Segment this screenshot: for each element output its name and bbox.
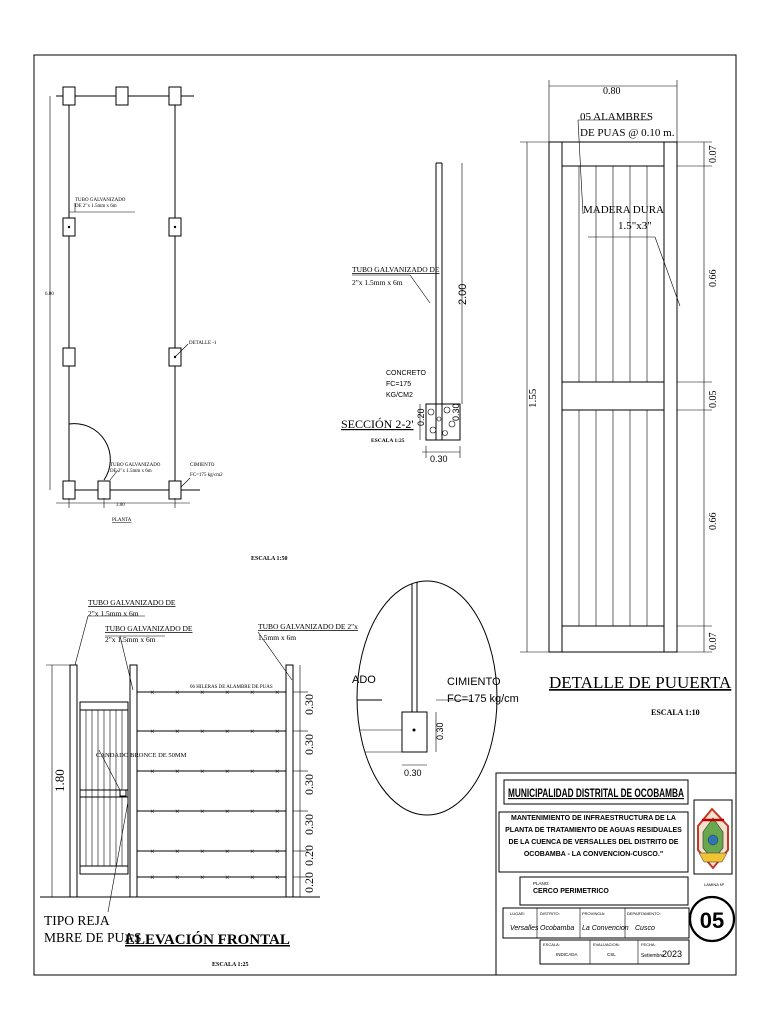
circle-detail: [350, 580, 519, 815]
svg-text:DEPARTAMENTO:: [627, 911, 661, 916]
svg-text:CANDADO BRONCE DE 50MM: [96, 752, 187, 759]
door-swing-arc: [69, 424, 110, 480]
svg-text:ADO: [352, 674, 376, 686]
section-dim-post: 2.00: [457, 283, 469, 305]
plan-post: [63, 348, 75, 366]
svg-text:×: ×: [200, 688, 205, 697]
section-view: [341, 163, 469, 464]
elevation-post: [70, 665, 77, 897]
plan-post: [169, 87, 181, 105]
svg-text:×: ×: [150, 727, 155, 736]
svg-text:FC=175 kg/cm2: [190, 473, 223, 478]
svg-text:2"x 1.5mm x 6m: [352, 278, 403, 287]
svg-text:ESCALA 1:25: [212, 962, 249, 968]
svg-text:DE PUAS @ 0.10 m.: [580, 127, 675, 139]
svg-text:INDICADA: [556, 952, 578, 957]
svg-text:×: ×: [175, 727, 180, 736]
svg-text:TUBO GALVANIZADO DE: [88, 598, 176, 607]
department-label: DEPARTAMENTO:: [627, 911, 661, 916]
elev-tube-c-spec: 1.5mm x 6m: [258, 633, 297, 642]
svg-text:0.30: [302, 694, 316, 715]
svg-text:DETALLE DE PUUERTA: [549, 673, 732, 692]
svg-text:MUNICIPALIDAD DISTRITAL DE OCO: [508, 788, 684, 800]
section-tube-spec: 2"x 1.5mm x 6m: [352, 278, 403, 287]
svg-text:×: ×: [175, 688, 180, 697]
svg-text:×: ×: [250, 688, 255, 697]
svg-text:0.80: [603, 86, 621, 97]
plan-title: PLANTA: [112, 518, 132, 523]
svg-text:×: ×: [250, 873, 255, 882]
svg-text:PROVINCIA:: [582, 911, 605, 916]
svg-text:0.20: [416, 408, 426, 426]
svg-text:2"x 1.5mm x 6m: [105, 635, 156, 644]
svg-text:×: ×: [175, 767, 180, 776]
plan-field-label: PLANO:: [533, 881, 550, 886]
svg-text:×: ×: [175, 847, 180, 856]
plan-tube-bottom-label: TUBO GALVANIZADO: [110, 463, 161, 468]
date-label: FECHA:: [641, 942, 656, 947]
eval-value: CSL: [607, 952, 616, 957]
plan-dim-width: 3.00: [116, 503, 125, 508]
elev-dim-3: 0.30: [302, 774, 316, 795]
place-label: LUGAR:: [510, 911, 525, 916]
svg-text:ELEVACIÓN FRONTAL: [125, 931, 290, 948]
svg-text:2"x 1.5mm x 6m: [88, 609, 139, 618]
plan-footing-label: CIMIENTO: [190, 463, 215, 468]
svg-text:2.00: [457, 284, 469, 305]
elev-dim-4: 0.30: [302, 814, 316, 835]
svg-text:×: ×: [275, 807, 280, 816]
plan-view: [0, 0, 288, 562]
svg-text:0.30: [404, 768, 422, 778]
section-dim-depth-right: 0.30: [451, 403, 461, 421]
elev-tube-c-label: TUBO GALVANIZADO DE 2"x: [258, 622, 358, 631]
svg-text:0.20: [302, 872, 316, 893]
svg-text:×: ×: [250, 807, 255, 816]
svg-text:×: ×: [200, 847, 205, 856]
door-wood-label: MADERA DURA: [583, 204, 664, 216]
svg-text:ESCALA 1:10: [651, 708, 700, 717]
door-dim-r3: 0.05: [708, 390, 719, 408]
svg-text:Versalles: [510, 925, 539, 932]
elev-dim-6: 0.20: [302, 872, 316, 893]
svg-text:×: ×: [150, 807, 155, 816]
plan-detail-label: DETALLE -1: [189, 341, 217, 346]
sheet-number: 05: [699, 908, 725, 933]
door-wood-spec: 1.5"x3": [618, 220, 652, 232]
svg-text:ESCALA:: [543, 942, 560, 947]
plan-tube-bottom-spec: DE 2"x 1.5mm x 6m: [110, 469, 152, 474]
svg-text:EVALUACION:: [593, 942, 620, 947]
plan-post: [63, 87, 75, 105]
municipality-name: MUNICIPALIDAD DISTRITAL DE OCOBAMBA: [508, 788, 684, 800]
district-label: DISTRITO:: [540, 911, 560, 916]
section-title: SECCIÓN 2-2': [341, 417, 414, 431]
department-value: Cusco: [635, 925, 655, 932]
elev-tube-a-spec: 2"x 1.5mm x 6m: [88, 609, 139, 618]
barbs: [150, 688, 280, 882]
plan-dim-height: 6.00: [45, 292, 54, 297]
svg-text:×: ×: [150, 847, 155, 856]
svg-text:Ocobamba: [540, 925, 574, 932]
svg-text:DE 2"x 1.5mm x 6m: [110, 469, 152, 474]
door-wires-label: 05 ALAMBRES: [580, 111, 654, 123]
date-year: 2023: [662, 949, 683, 959]
date-month: Setiembre: [641, 953, 664, 959]
svg-text:MADERA DURA: [583, 204, 664, 216]
svg-text:0.30: [451, 403, 461, 421]
svg-text:×: ×: [275, 688, 280, 697]
svg-text:3.00: [116, 503, 125, 508]
elev-type-spec: MBRE DE PUAS: [44, 930, 142, 945]
svg-text:0.30: [430, 454, 448, 464]
svg-text:DETALLE -1: [189, 341, 217, 346]
svg-text:CSL: [607, 952, 616, 957]
section-concrete-unit: KG/CM2: [386, 392, 413, 399]
door-dim-r5: 0.07: [708, 632, 719, 650]
plan-post: [169, 481, 181, 499]
svg-text:0.66: [708, 270, 719, 288]
plan-tube-label-spec: DE 2"x 1.5mm x 6m: [75, 204, 117, 209]
door-title: DETALLE DE PUUERTA: [549, 673, 732, 692]
elev-tube-b-spec: 2"x 1.5mm x 6m: [105, 635, 156, 644]
elev-dim-1: 0.30: [302, 694, 316, 715]
circle-cut-label: ADO: [352, 674, 376, 686]
svg-text:FC=175 kg/cm: [447, 693, 519, 705]
svg-text:KG/CM2: [386, 392, 413, 399]
plan-post: [63, 481, 75, 499]
elevation-post: [286, 665, 293, 897]
svg-text:TUBO GALVANIZADO DE: [105, 624, 193, 633]
svg-text:6.00: [45, 292, 54, 297]
door-dim-r4: 0.66: [708, 512, 719, 530]
front-elevation: [40, 598, 358, 968]
elev-dim-height: 1.80: [52, 769, 67, 792]
svg-text:TUBO GALVANIZADO: [110, 463, 161, 468]
section-concrete-spec: FC=175: [386, 381, 412, 388]
svg-text:×: ×: [275, 727, 280, 736]
svg-text:0.20: [302, 845, 316, 866]
svg-text:SECCIÓN 2-2': [341, 417, 414, 431]
elev-wires-label: 06 HILERAS DE ALAMBRE DE PUAS: [190, 685, 273, 690]
door-dim-r1: 0.07: [708, 145, 719, 163]
section-dim-depth-left: 0.20: [416, 408, 426, 426]
section-dim-base: 0.30: [430, 454, 448, 464]
svg-text:×: ×: [275, 847, 280, 856]
svg-text:LUGAR:: [510, 911, 525, 916]
svg-text:TUBO GALVANIZADO: [75, 198, 126, 203]
circle-dim-bottom: 0.30: [404, 768, 422, 778]
province-label: PROVINCIA:: [582, 911, 606, 916]
svg-text:0.66: [708, 513, 719, 531]
plan-post: [98, 481, 110, 499]
title-block: [496, 773, 736, 975]
district-value: Ocobamba: [540, 925, 575, 932]
svg-text:0.30: [302, 774, 316, 795]
svg-text:0.30: [435, 722, 445, 740]
circle-footing-spec: FC=175 kg/cm: [447, 693, 519, 705]
svg-text:PLANTA: [112, 518, 132, 523]
svg-text:Setiembre: [641, 953, 664, 959]
svg-text:×: ×: [225, 767, 230, 776]
svg-text:ESCALA 1:25: [371, 438, 405, 444]
svg-text:DE 2"x 1.5mm x 6m: [75, 204, 117, 209]
section-tube-label: TUBO GALVANIZADO DE: [352, 265, 440, 274]
svg-text:LAMINA Nº: [704, 882, 725, 887]
svg-text:×: ×: [275, 873, 280, 882]
svg-text:×: ×: [200, 807, 205, 816]
svg-text:CIMIENTO: [447, 676, 501, 688]
svg-text:×: ×: [225, 847, 230, 856]
plan-footing-spec: FC=175 kg/cm2: [190, 473, 223, 478]
svg-text:05 ALAMBRES: [580, 111, 653, 123]
svg-text:×: ×: [250, 727, 255, 736]
svg-text:1.5"x3": [618, 220, 652, 232]
plan-post: [116, 87, 128, 105]
elev-type-label: TIPO REJA: [44, 913, 110, 928]
svg-text:TIPO REJA: [44, 913, 110, 928]
svg-text:×: ×: [225, 727, 230, 736]
svg-text:FC=175: [386, 381, 411, 388]
svg-text:×: ×: [200, 873, 205, 882]
svg-text:05: [700, 908, 724, 933]
svg-text:×: ×: [150, 873, 155, 882]
svg-text:CIMIENTO: [190, 463, 215, 468]
door-dim-r2: 0.66: [708, 269, 719, 287]
svg-text:2023: [662, 949, 682, 959]
eval-label: EVALUACION:: [593, 942, 620, 947]
elev-lock-label: CANDADO BRONCE DE 50MM: [96, 752, 187, 759]
circle-footing-label: CIMIENTO: [447, 676, 501, 688]
svg-text:TUBO GALVANIZADO DE 2"x: [258, 622, 358, 631]
svg-text:1.5mm x 6m: [258, 633, 296, 642]
elev-dim-2: 0.30: [302, 734, 316, 755]
svg-text:TUBO GALVANIZADO DE: [352, 265, 440, 274]
svg-text:×: ×: [225, 688, 230, 697]
svg-text:06 HILERAS DE ALAMBRE DE PUAS: [190, 685, 273, 690]
svg-text:Cusco: [635, 925, 655, 932]
door-wires-spec: DE PUAS @ 0.10 m.: [580, 127, 675, 139]
elevation-title: ELEVACIÓN FRONTAL: [125, 932, 290, 948]
elevation-post: [130, 665, 137, 897]
svg-text:×: ×: [275, 767, 280, 776]
circle-dim-right: 0.30: [435, 722, 445, 740]
svg-text:ESCALA 1:50: [251, 556, 288, 562]
svg-text:0.30: [302, 814, 316, 835]
scale-label: ESCALA:: [543, 942, 560, 947]
municipality-logo: [698, 809, 728, 868]
svg-text:CERCO PERIMETRICO: [533, 888, 609, 895]
svg-text:0.07: [708, 633, 719, 651]
plan-scale: ESCALA 1:50: [251, 556, 288, 562]
door-scale: ESCALA 1:10: [651, 708, 700, 717]
plan-tube-label: TUBO GALVANIZADO: [75, 198, 126, 203]
svg-text:×: ×: [200, 767, 205, 776]
svg-text:×: ×: [175, 873, 180, 882]
elev-dim-5: 0.20: [302, 845, 316, 866]
door-dim-height: 1.55: [527, 388, 539, 408]
svg-text:1.80: [52, 769, 67, 792]
svg-text:PLANO:: [533, 881, 550, 886]
sheet-label: LAMINA Nº: [704, 882, 725, 887]
svg-text:0.07: [708, 146, 719, 164]
elevation-scale: ESCALA 1:25: [212, 962, 249, 968]
svg-text:FECHA:: [641, 942, 656, 947]
svg-text:CONCRETO: [386, 370, 426, 377]
province-value: La Convencion: [582, 925, 629, 932]
svg-text:1.55: [527, 388, 539, 408]
section-scale: ESCALA 1:25: [371, 438, 405, 444]
project-title: MANTENIMIENTO DE INFRAESTRUCTURA DE LA PLANTA DE TRATAMIENTO DE AGUAS RESIDUALES DE LA CUENCA DE VERSALLES DEL DISTRITO DE OCOBAMBA - LA CONVENCION-CUSCO.": [505, 815, 682, 858]
svg-text:×: ×: [225, 873, 230, 882]
svg-text:×: ×: [225, 807, 230, 816]
svg-text:×: ×: [250, 847, 255, 856]
padlock: [120, 790, 126, 796]
section-concrete-label: CONCRETO: [386, 370, 426, 377]
svg-text:×: ×: [250, 767, 255, 776]
elev-tube-a-label: TUBO GALVANIZADO DE: [88, 598, 176, 607]
svg-text:0.05: [708, 391, 719, 409]
door-detail: [520, 80, 732, 717]
place-value: Versalles: [510, 925, 539, 932]
door-dim-width: 0.80: [603, 86, 621, 97]
svg-text:×: ×: [200, 727, 205, 736]
elev-tube-b-label: TUBO GALVANIZADO DE: [105, 624, 193, 633]
svg-text:×: ×: [150, 767, 155, 776]
svg-text:×: ×: [175, 807, 180, 816]
svg-text:0.30: [302, 734, 316, 755]
svg-text:×: ×: [150, 688, 155, 697]
plan-field-value: CERCO PERIMETRICO: [533, 888, 609, 895]
scale-value: INDICADA: [556, 952, 578, 957]
svg-text:DISTRITO:: [540, 911, 560, 916]
svg-text:La Convencion: [582, 925, 629, 932]
